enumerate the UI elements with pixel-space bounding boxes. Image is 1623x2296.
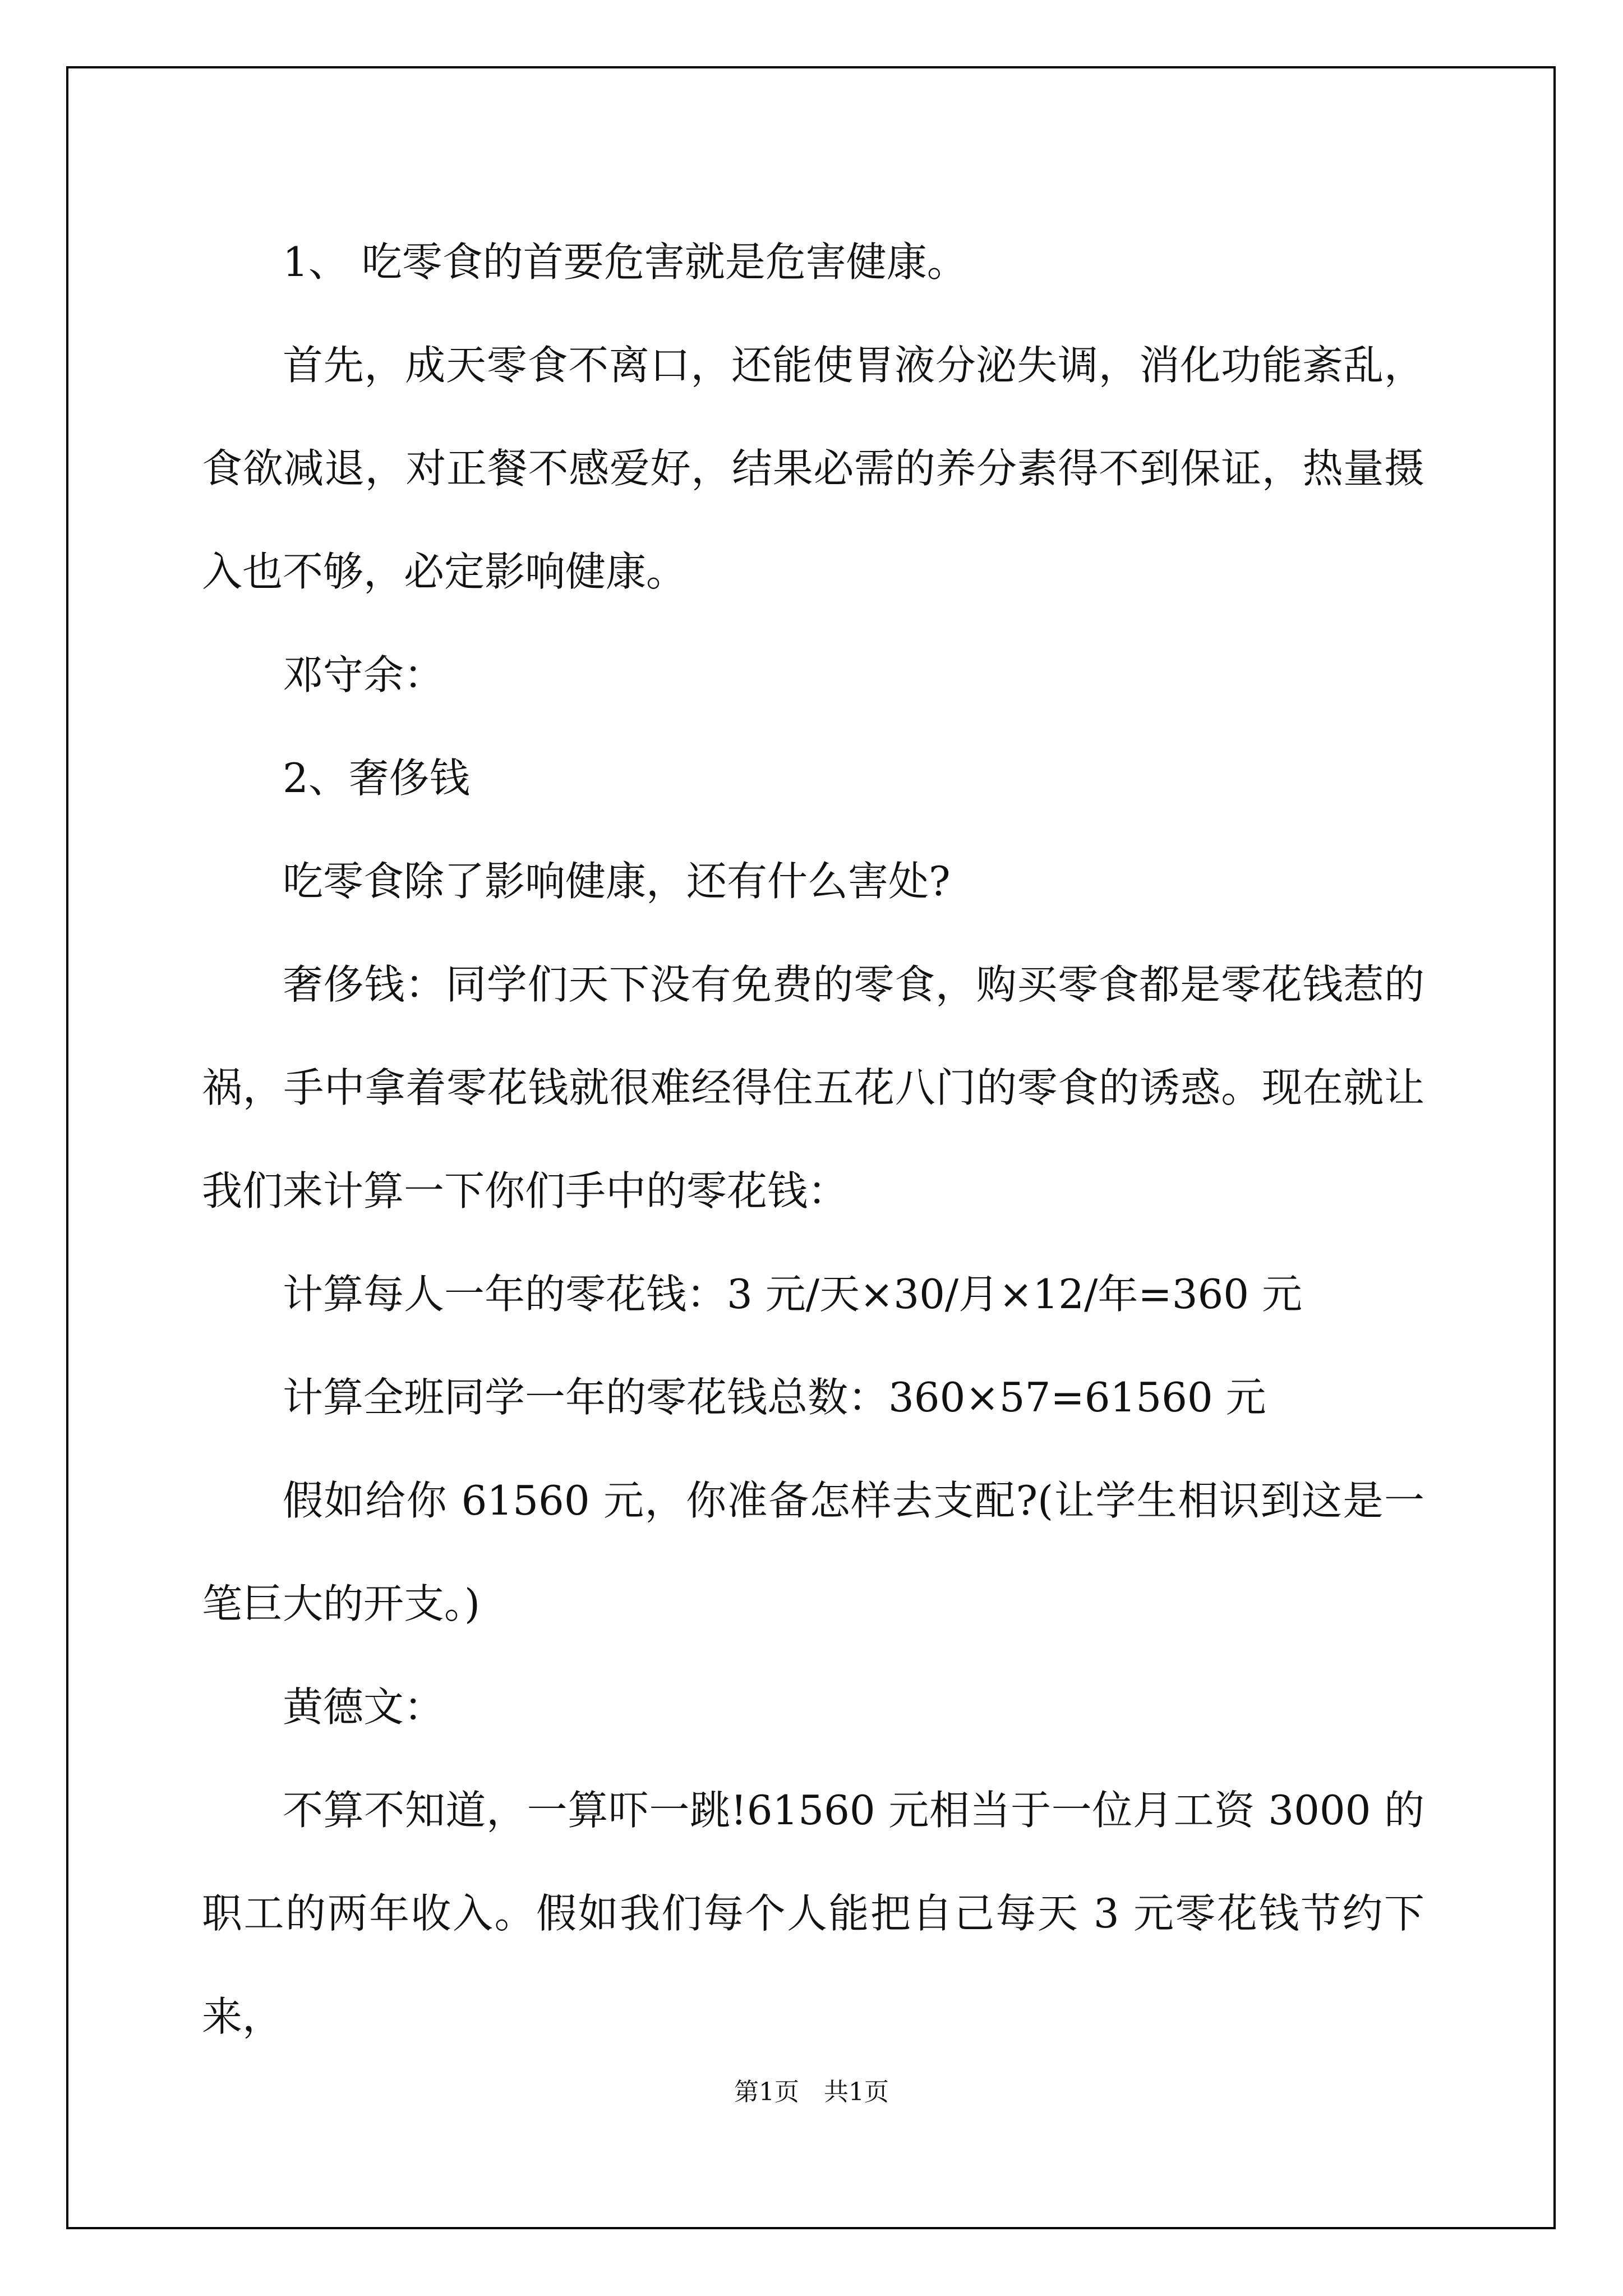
paragraph-waste-money: 奢侈钱：同学们天下没有免费的零食，购买零食都是零花钱惹的祸，手中拿着零花钱就很难经得住五花八门的零食的诱惑。现在就让我们来计算一下你们手中的零花钱： <box>202 961 1424 1214</box>
page-number-footer: 第1页 共1页 <box>734 2078 889 2106</box>
paragraph-snack-effects: 首先，成天零食不离口，还能使胃液分泌失调，消化功能紊乱，食欲减退，对正餐不感爱好，结果必需的养分素得不到保证，热量摄入也不够，必定影响健康。 <box>202 342 1424 595</box>
paragraph-surprise: 不算不知道，一算吓一跳!61560 元相当于一位月工资 3000 的职工的两年收入。假如我们每个人能把自己每天 3 元零花钱节约下来， <box>202 1787 1424 2040</box>
paragraph-health-harm: 1、 吃零食的首要危害就是危害健康。 <box>283 238 967 286</box>
paragraph-calc-per-person: 计算每人一年的零花钱：3 元/天×30/月×12/年=360 元 <box>283 1271 1303 1318</box>
speaker-huang: 黄德文： <box>283 1683 445 1731</box>
document-body <box>202 210 1424 2068</box>
heading-waste-money: 2、奢侈钱 <box>283 754 470 802</box>
paragraph-calc-class-total: 计算全班同学一年的零花钱总数：360×57=61560 元 <box>283 1374 1266 1421</box>
speaker-deng: 邓守余： <box>283 651 445 698</box>
paragraph-how-to-spend: 假如给你 61560 元，你准备怎样去支配?(让学生相识到这是一笔巨大的开支。) <box>202 1477 1424 1627</box>
paragraph-question: 吃零食除了影响健康，还有什么害处? <box>283 858 951 905</box>
